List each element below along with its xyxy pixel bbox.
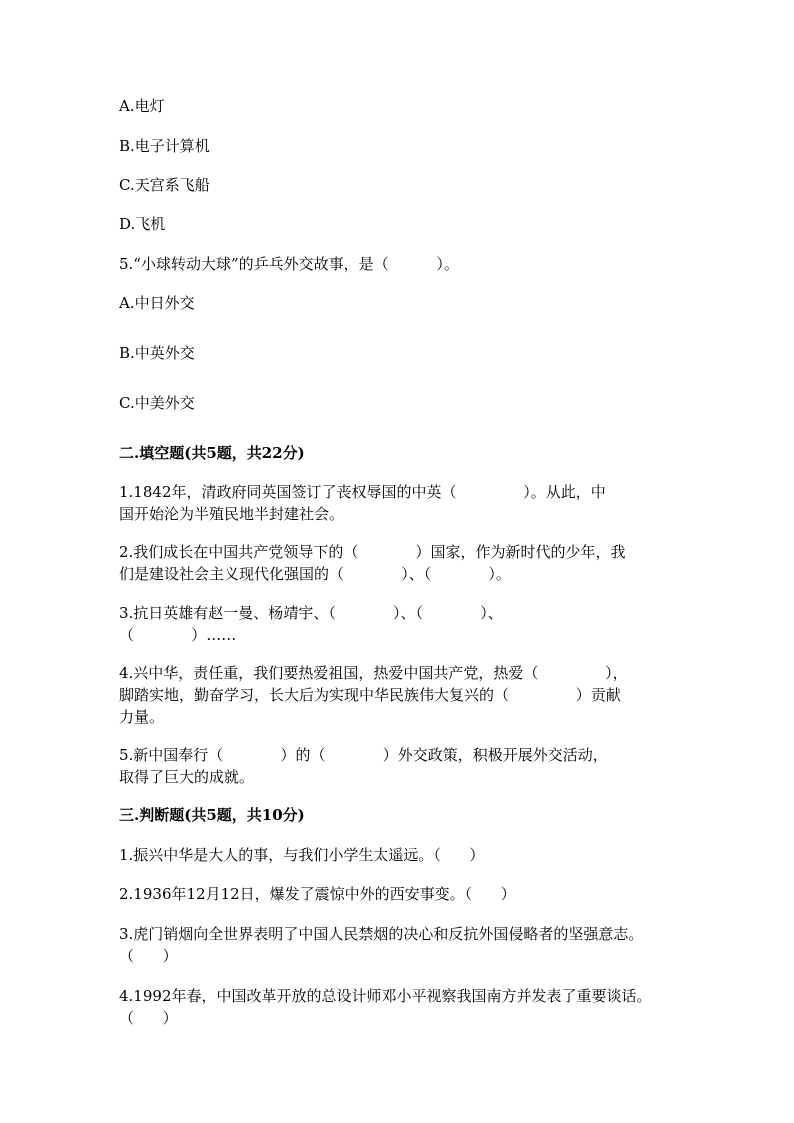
tf-q4-line-2: （ ） [119,1009,178,1027]
tf-q1-line-1: 1.振兴中华是大人的事，与我们小学生太遥远。（ ） [119,846,485,864]
q5-option-c: C.中美外交 [119,394,195,412]
q4-option-a: A.电灯 [119,97,165,115]
tf-q2-line-1: 2.1936年12月12日，爆发了震惊中外的西安事变。（ ） [119,885,516,903]
fill-q4-line-1: 4.兴中华，责任重，我们要热爱祖国，热爱中国共产党，热爱（ ）， [119,664,628,682]
fill-q4-line-3: 力量。 [119,708,165,726]
fill-q1-line-1: 1.1842年，清政府同英国签订了丧权辱国的中英（ ）。从此，中 [119,483,606,501]
tf-q3-line-1: 3.虎门销烟向全世界表明了中国人民禁烟的决心和反抗外国侵略者的坚强意志。 [119,925,644,943]
fill-q5-line-2: 取得了巨大的成就。 [119,768,255,786]
q4-option-c: C.天宫系飞船 [119,176,210,194]
fill-q3-line-2: （ ）…… [119,626,237,644]
fill-q2-line-1: 2.我们成长在中国共产党领导下的（ ）国家，作为新时代的少年，我 [119,543,626,561]
fill-q1-line-2: 国开始沦为半殖民地半封建社会。 [119,505,345,523]
q4-option-b: B.电子计算机 [119,137,210,155]
tf-q4-line-1: 4.1992年春，中国改革开放的总设计师邓小平视察我国南方并发表了重要谈话。 [119,987,652,1005]
section-3-heading: 三.判断题(共5题，共10分) [119,806,305,824]
fill-q4-line-2: 脚踏实地，勤奋学习，长大后为实现中华民族伟大复兴的（ ）贡献 [119,686,621,704]
fill-q5-line-1: 5.新中国奉行（ ）的（ ）外交政策，积极开展外交活动， [119,746,608,764]
q4-option-d: D.飞机 [119,215,166,233]
q5-option-a: A.中日外交 [119,294,195,312]
q5-option-b: B.中英外交 [119,344,195,362]
fill-q3-line-1: 3.抗日英雄有赵一曼、杨靖宇、（ ）、（ ）、 [119,604,503,622]
tf-q3-line-2: （ ） [119,947,178,965]
fill-q2-line-2: 们是建设社会主义现代化强国的（ ）、（ ）。 [119,565,511,583]
q5-stem: 5.“小球转动大球”的乒乓外交故事，是（ ）。 [119,255,459,273]
section-2-heading: 二.填空题(共5题，共22分) [119,444,305,462]
